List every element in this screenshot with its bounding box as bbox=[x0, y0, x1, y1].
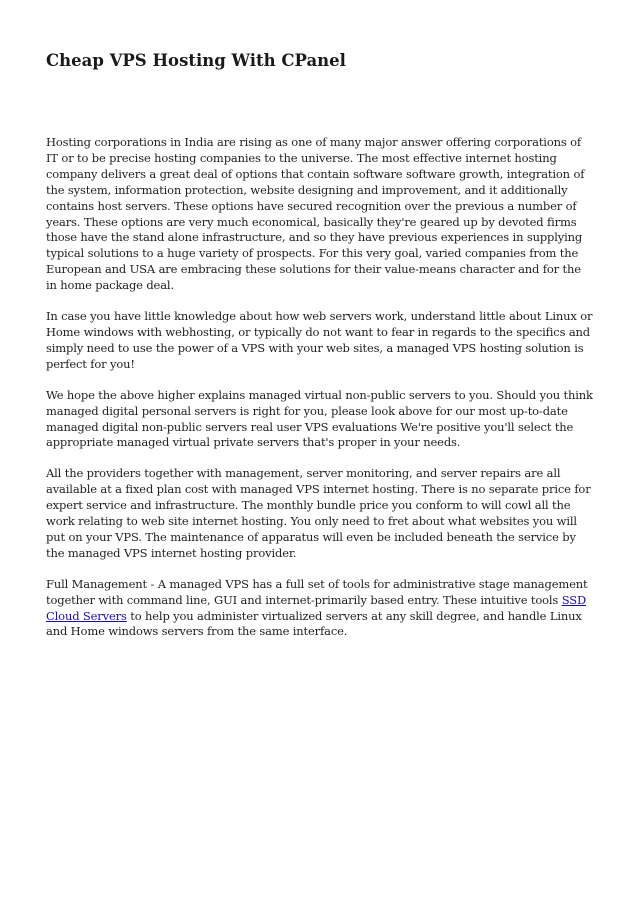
paragraph: All the providers together with management, server monitoring, and server repairs are all available at a fixed plan cost with managed VPS internet hosting. There is no separate price for expert service and infrastructure. The monthly bundle price you conform to will cowl all the work relating to web site internet hosting. You only need to fret about what websites you will put on your VPS. The maintenance of apparatus will even be included beneath the service by the managed VPS internet hosting provider. bbox=[46, 466, 591, 560]
document-page bbox=[46, 50, 594, 655]
paragraph-with-link bbox=[46, 577, 594, 641]
paragraph: In case you have little knowledge about how web servers work, understand little about Linux or Home windows with webhosting, or typically do not want to fear in regards to the specifics and simply need to use the power of a VPS with your web sites, a managed VPS hosting solution is perfect for you! bbox=[46, 309, 593, 371]
paragraph-text: Full Management - A managed VPS has a full set of tools for administrative stage management together with command line, GUI and internet-primarily based entry. These intuitive tools bbox=[46, 576, 588, 607]
paragraph: Hosting corporations in India are rising as one of many major answer offering corporations of IT or to be precise hosting companies to the universe. The most effective internet hosting company delivers a great deal of options that contain software software growth, integration of the system, information protection, website designing and improvement, and it additionally contains host servers. These options have secured recognition over the previous a number of years. These options are very much economical, basically they're geared up by devoted firms those have the stand alone infrastructure, and so they have previous experiences in supplying typical solutions to a huge variety of prospects. For this very goal, varied companies from the European and USA are embracing these solutions for their value-means character and for the in home package deal. bbox=[46, 135, 585, 293]
ssd-cloud-servers-link[interactable]: SSD Cloud Servers bbox=[46, 592, 587, 623]
paragraph: We hope the above higher explains managed virtual non-public servers to you. Should you think managed digital personal servers is right for you, please look above for our most up-to-date managed digital non-public servers real user VPS evaluations We're positive you'll select the appropriate managed virtual private servers that's proper in your needs. bbox=[46, 387, 593, 450]
document-title: Cheap VPS Hosting With CPanel bbox=[46, 51, 346, 70]
paragraph-text: to help you administer virtualized servers at any skill degree, and handle Linux and Home windows servers from the same interface. bbox=[46, 608, 582, 639]
